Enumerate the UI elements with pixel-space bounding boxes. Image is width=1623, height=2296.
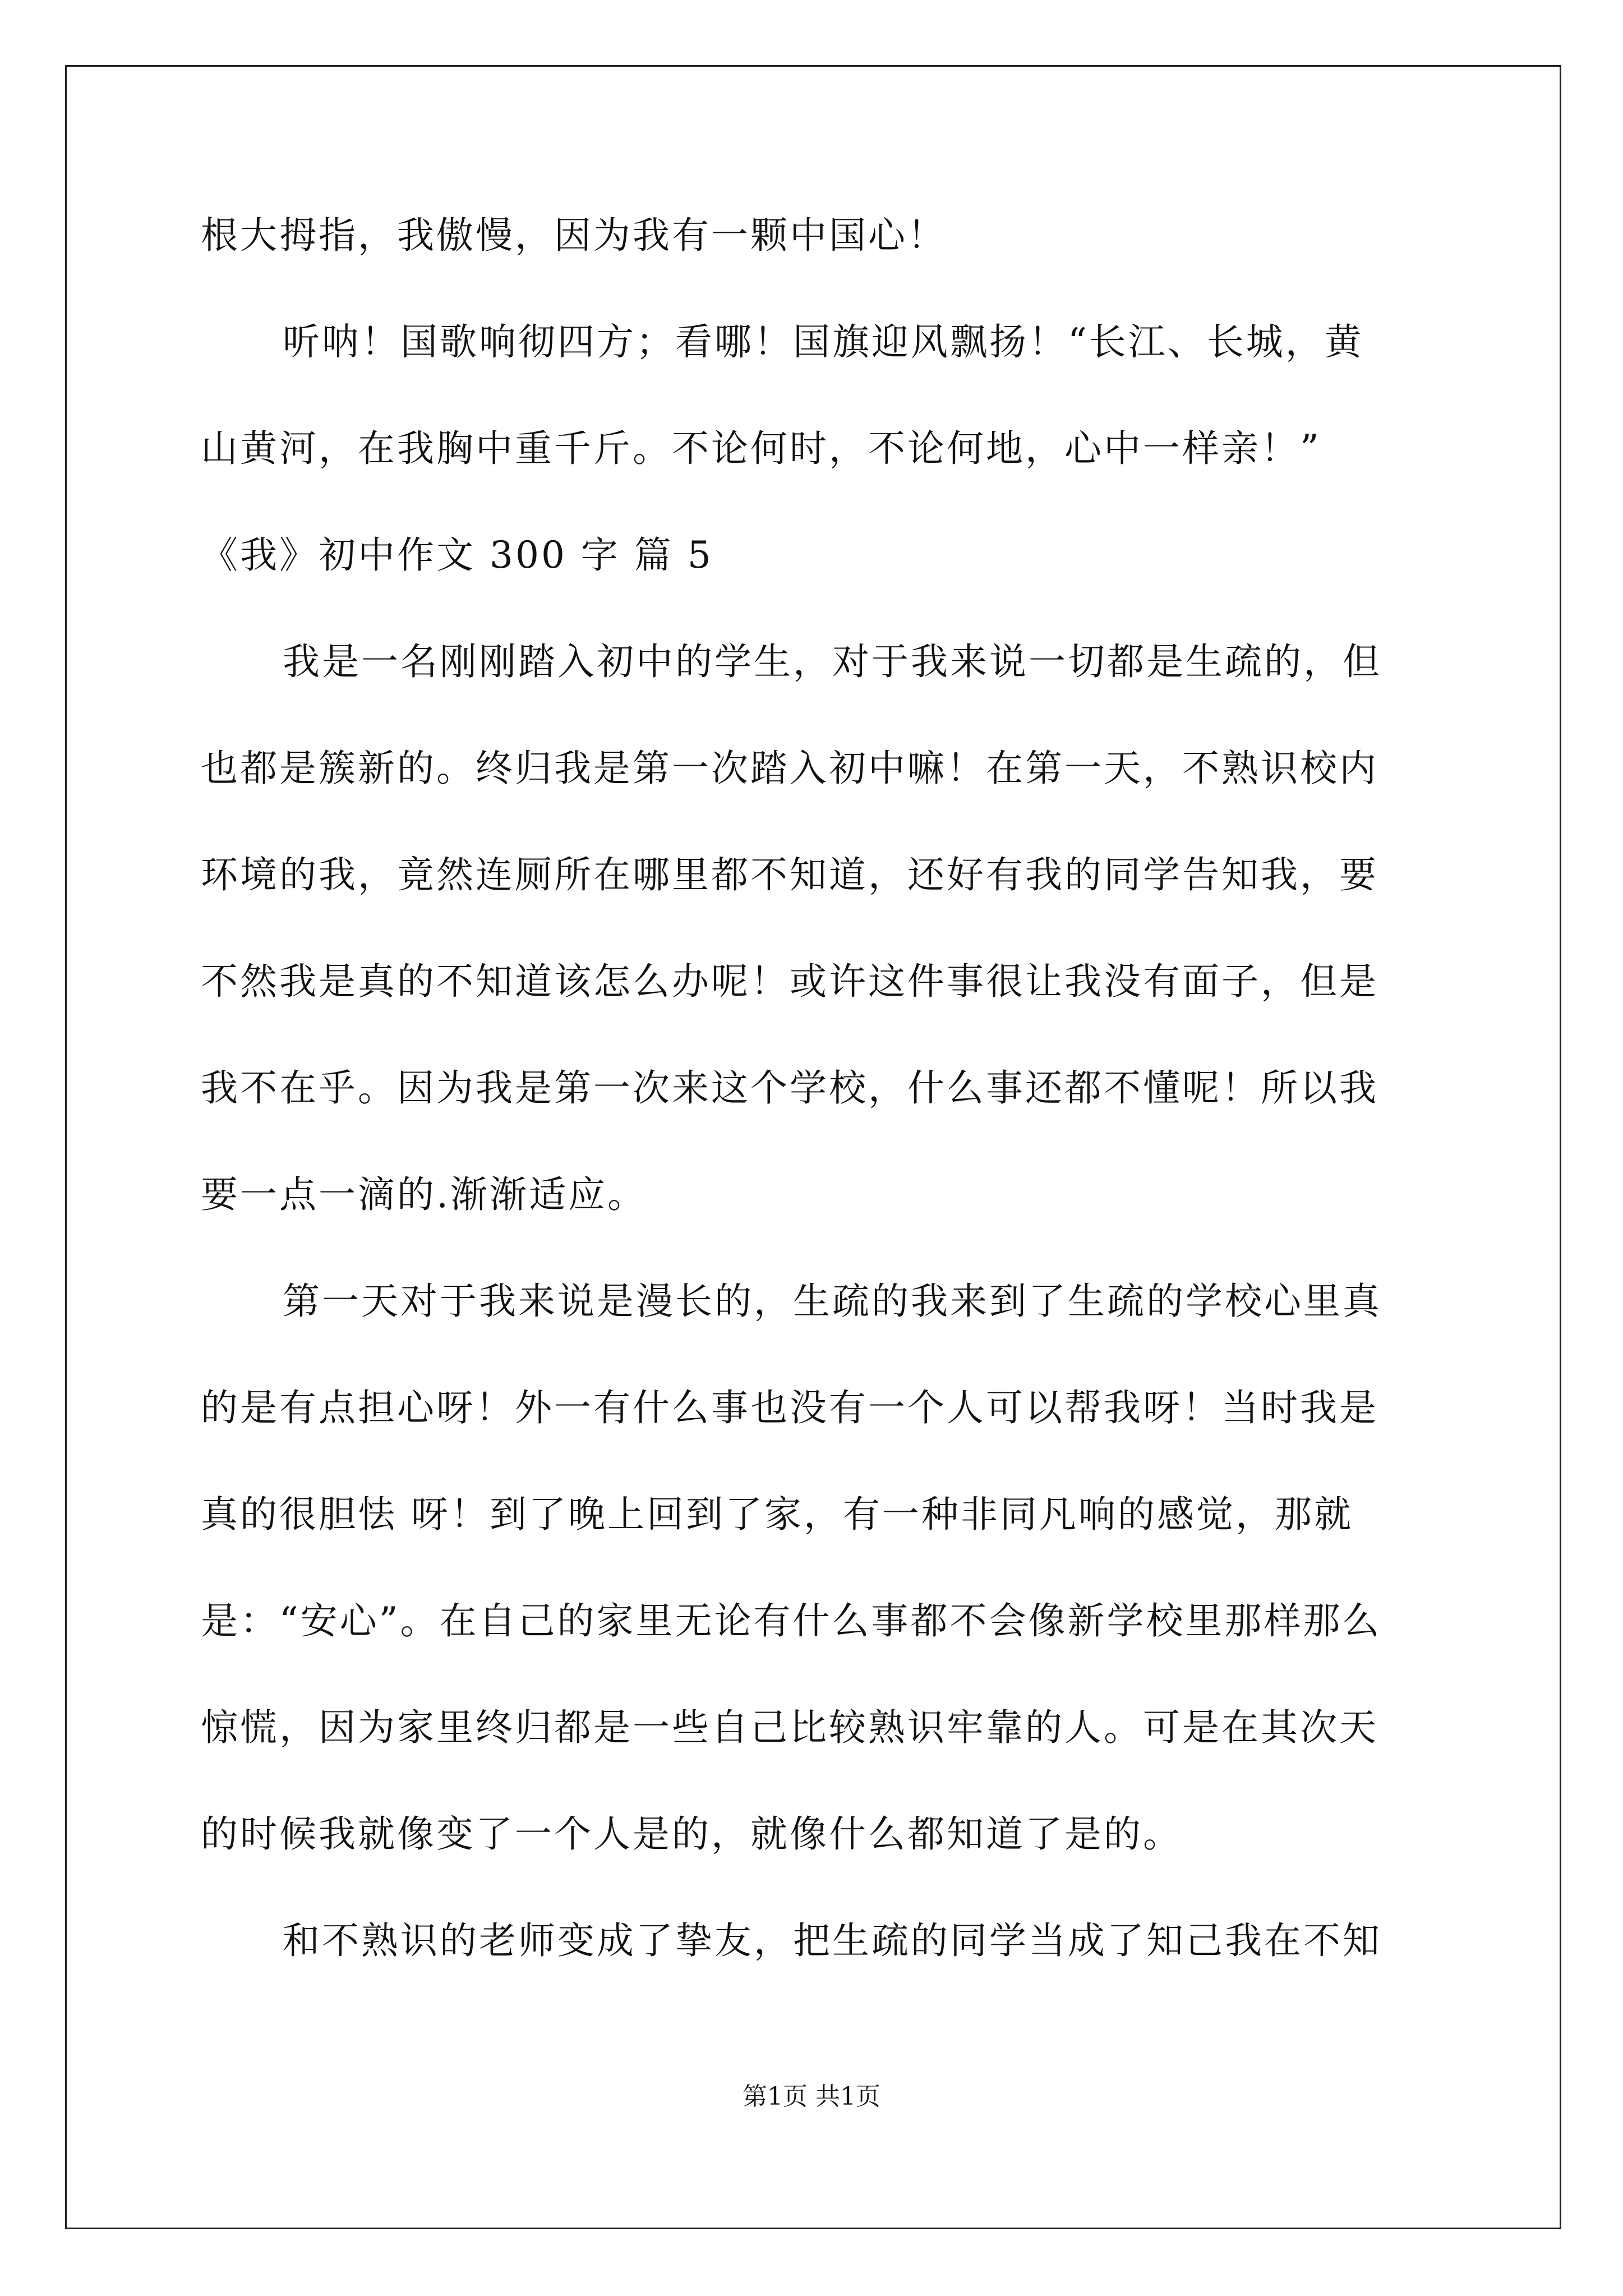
page-number-footer: 第1页 共1页 [743,2082,880,2111]
document-body [201,213,1429,1963]
text-line: 山黄河，在我胸中重千斤。不论何时，不论何地，心中一样亲！” [201,427,1321,470]
section-heading: 《我》初中作文 300 字 篇 5 [201,533,713,577]
paragraph-first-line: 第一天对于我来说是漫长的，生疏的我来到了生疏的学校心里真 [283,1280,1382,1323]
text-line: 不然我是真的不知道该怎么办呢！或许这件事很让我没有面子，但是 [201,960,1378,1003]
text-line: 的是有点担心呀！外一有什么事也没有一个人可以帮我呀！当时我是 [201,1386,1378,1429]
text-line: 惊慌，因为家里终归都是一些自己比较熟识牢靠的人。可是在其次天 [201,1706,1378,1749]
paragraph-first-line: 我是一名刚刚踏入初中的学生，对于我来说一切都是生疏的，但 [283,640,1382,683]
text-line: 真的很胆怯 呀！到了晚上回到了家，有一种非同凡响的感觉，那就 [201,1493,1353,1536]
text-line: 环境的我，竟然连厕所在哪里都不知道，还好有我的同学告知我，要 [201,853,1378,896]
text-line: 要一点一滴的.渐渐适应。 [201,1173,647,1216]
paragraph-first-line: 听呐！国歌响彻四方；看哪！国旗迎风飘扬！“长江、长城，黄 [283,320,1364,364]
text-line: 是：“安心”。在自己的家里无论有什么事都不会像新学校里那样那么 [201,1599,1382,1642]
text-line: 我不在乎。因为我是第一次来这个学校，什么事还都不懂呢！所以我 [201,1066,1378,1110]
text-line: 也都是簇新的。终归我是第一次踏入初中嘛！在第一天，不熟识校内 [201,747,1378,790]
text-line: 根大拇指，我傲慢，因为我有一颗中国心！ [201,214,947,257]
paragraph-first-line: 和不熟识的老师变成了挚友，把生疏的同学当成了知己我在不知 [283,1919,1382,1962]
text-line: 的时候我就像变了一个人是的，就像什么都知道了是的。 [201,1812,1182,1856]
